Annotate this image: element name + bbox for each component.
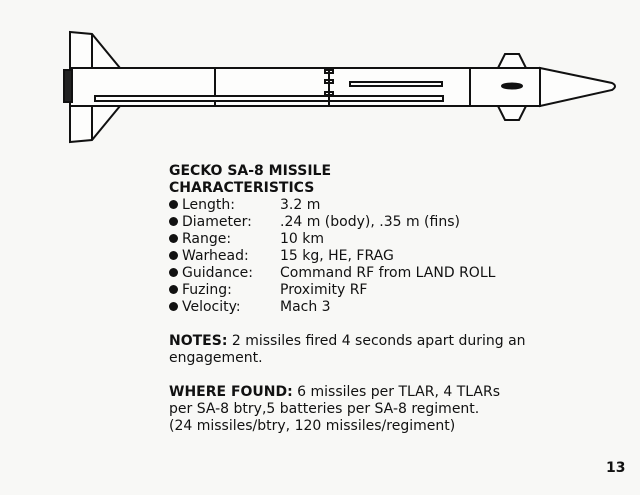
- spec-item-diameter: Diameter: .24 m (body), .35 m (fins): [169, 214, 609, 231]
- notes-text: 2 missiles fired 4 seconds apart during an engagement.: [169, 333, 526, 366]
- bullet-icon: [169, 200, 178, 209]
- bullet-icon: [169, 251, 178, 260]
- spec-list: [169, 197, 609, 316]
- spec-value-velocity: Mach 3: [280, 299, 331, 315]
- bullet-icon: [169, 217, 178, 226]
- spec-value-range: 10 km: [280, 231, 325, 247]
- spec-value-guidance: Command RF from LAND ROLL: [280, 265, 496, 281]
- spec-item-warhead: Warhead: 15 kg, HE, FRAG: [169, 248, 609, 265]
- bullet-icon: [169, 268, 178, 277]
- spec-value-warhead: 15 kg, HE, FRAG: [280, 248, 394, 264]
- title-line-1: GECKO SA-8 MISSILE: [169, 163, 332, 179]
- bullet-icon: [169, 234, 178, 243]
- where-found-label: WHERE FOUND:: [169, 384, 293, 400]
- sa-8-missile-diagram: [0, 0, 640, 150]
- where-found-section: [169, 384, 599, 435]
- where-found-line-3: (24 missiles/btry, 120 missiles/regiment): [169, 418, 456, 434]
- bullet-icon: [169, 285, 178, 294]
- notes-label: NOTES:: [169, 333, 228, 349]
- spec-item-guidance: Guidance: Command RF from LAND ROLL: [169, 265, 609, 282]
- page-number: 13: [606, 460, 626, 476]
- spec-value-diameter: .24 m (body), .35 m (fins): [280, 214, 460, 230]
- spec-item-length: Length: 3.2 m: [169, 197, 609, 214]
- title-line-2: CHARACTERISTICS: [169, 180, 315, 196]
- where-found-line-1: 6 missiles per TLAR, 4 TLARs: [292, 384, 500, 400]
- bullet-icon: [169, 302, 178, 311]
- spec-item-range: Range: 10 km: [169, 231, 609, 248]
- spec-item-fuzing: Fuzing: Proximity RF: [169, 282, 609, 299]
- spec-item-velocity: Velocity: Mach 3: [169, 299, 609, 316]
- characteristics-section: [169, 163, 609, 316]
- spec-value-length: 3.2 m: [280, 197, 321, 213]
- notes-section: [169, 333, 599, 367]
- where-found-line-2: per SA-8 btry,5 batteries per SA-8 regiment.: [169, 401, 480, 417]
- spec-value-fuzing: Proximity RF: [280, 282, 368, 298]
